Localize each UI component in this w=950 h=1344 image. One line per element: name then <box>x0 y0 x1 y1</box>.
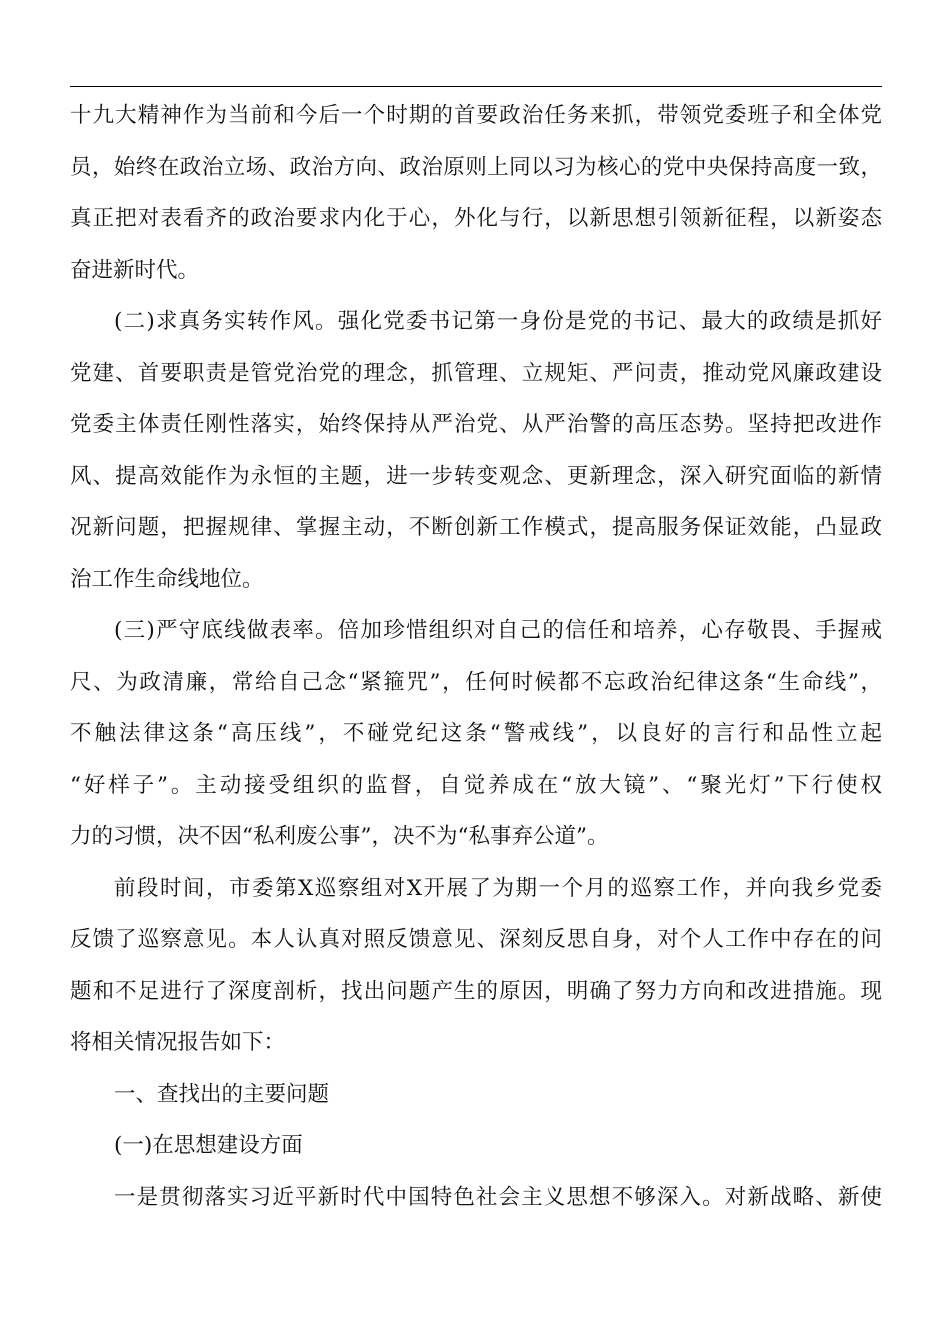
paragraph <box>70 90 882 296</box>
paragraph <box>70 863 882 1069</box>
text-line: 反馈了巡察意见。本人认真对照反馈意见、深刻反思自身，对个人工作中存在的问 <box>70 927 882 952</box>
text-line: (一)在思想建设方面 <box>114 1133 303 1158</box>
text-line: 尺、为政清廉，常给自己念“紧箍咒”，任何时候都不忘政治纪律这条“生命线”， <box>70 669 882 695</box>
text-line: (二)求真务实转作风。强化党委书记第一身份是党的书记、最大的政绩是抓好 <box>114 309 882 334</box>
text-line: “好样子”。主动接受组织的监督，自觉养成在“放大镜”、“聚光灯”下行使权 <box>70 772 882 798</box>
section-heading <box>70 1069 882 1121</box>
text-line: 风、提高效能作为永恒的主题，进一步转变观念、更新理念，深入研究面临的新情 <box>70 463 882 489</box>
text-line: 党建、首要职责是管党治党的理念，抓管理、立规矩、严问责，推动党风廉政建设 <box>70 360 882 386</box>
text-line: 不触法律这条“高压线”，不碰党纪这条“警戒线”，以良好的言行和品性立起 <box>70 721 882 746</box>
text-line: 奋进新时代。 <box>70 257 200 283</box>
text-line: 况新问题，把握规律、掌握主动，不断创新工作模式，提高服务保证效能，凸显政 <box>70 515 882 540</box>
text-line: 前段时间，市委第X巡察组对X开展了为期一个月的巡察工作，并向我乡党委 <box>114 875 882 901</box>
subsection-heading <box>70 1120 882 1172</box>
text-line: 一、查找出的主要问题 <box>114 1081 330 1107</box>
paragraph <box>70 296 882 605</box>
text-line: 题和不足进行了深度剖析，找出问题产生的原因，明确了努力方向和改进措施。现 <box>70 978 882 1004</box>
text-line: 将相关情况报告如下： <box>70 1030 286 1055</box>
text-line: 党委主体责任刚性落实，始终保持从严治党、从严治警的高压态势。坚持把改进作 <box>70 412 882 437</box>
text-line: 治工作生命线地位。 <box>70 566 264 592</box>
text-line: 真正把对表看齐的政治要求内化于心，外化与行，以新思想引领新征程，以新姿态 <box>70 206 882 231</box>
text-line: (三)严守底线做表率。倍加珍惜组织对自己的信任和培养，心存敬畏、手握戒 <box>114 618 882 643</box>
paragraph <box>70 605 882 863</box>
text-line: 一是贯彻落实习近平新时代中国特色社会主义思想不够深入。对新战略、新使 <box>114 1184 882 1210</box>
text-line: 力的习惯，决不因“私利废公事”，决不为“私事弃公道”。 <box>70 824 609 849</box>
paragraph <box>70 1172 882 1224</box>
document-body <box>70 90 882 1223</box>
header-rule <box>70 86 882 87</box>
text-line: 员，始终在政治立场、政治方向、政治原则上同以习为核心的党中央保持高度一致， <box>70 154 882 180</box>
text-line: 十九大精神作为当前和今后一个时期的首要政治任务来抓，带领党委班子和全体党 <box>70 103 882 128</box>
